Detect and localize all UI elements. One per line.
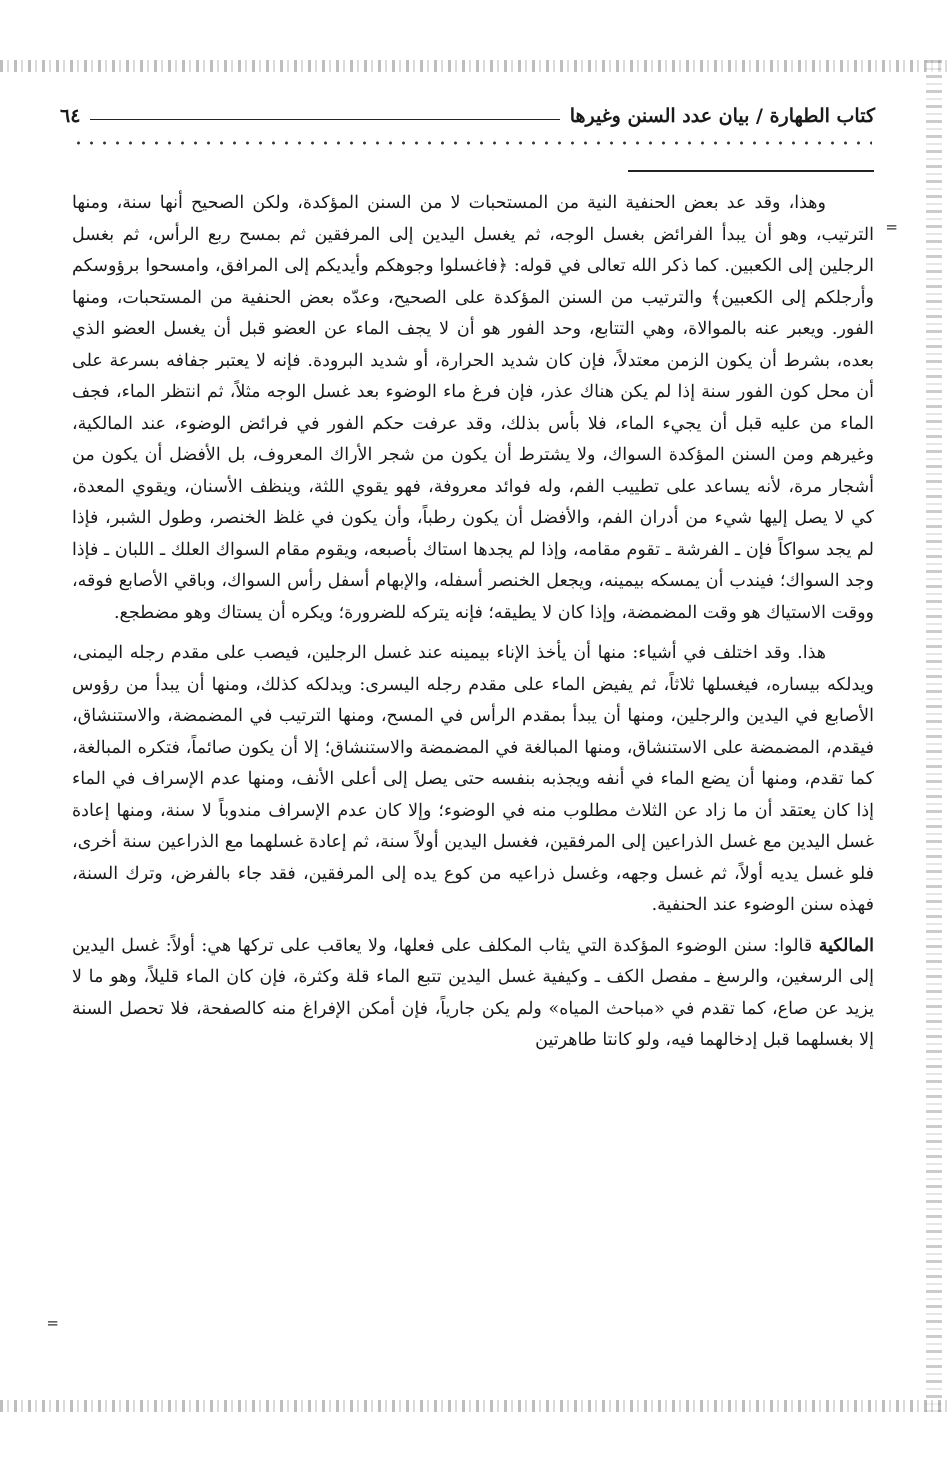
dotted-separator xyxy=(72,138,872,148)
running-header xyxy=(60,96,875,136)
paragraph-text: قالوا: سنن الوضوء المؤكدة التي يثاب المكلف على فعلها، ولا يعاقب على تركها هي: أولاً: غسل اليدين إلى الرسغين، والرسغ ـ مفصل الكف ـ وكيفية غسل اليدين تتبع الماء قلة وكثرة، فإن كان الماء قليلاً، وهو ما لا يزيد عن صاع، كما تقدم في «مباحث المياه» ولم يكن جارياً، فإن أمكن الإفراغ منه كالصفحة، فلا تحصل السنة إلا بغسلهما قبل إدخالهما فيه، ولو كانتا طاهرتين xyxy=(72,935,874,1050)
paragraph-hanafi-sunnahs xyxy=(72,188,874,629)
top-ornamental-border xyxy=(0,60,950,72)
continuation-mark-top: = xyxy=(885,218,898,236)
continuation-mark-bottom: = xyxy=(46,1314,59,1332)
header-title: كتاب الطهارة / بيان عدد السنن وغيرها xyxy=(569,105,875,127)
header-rule xyxy=(90,119,559,120)
paragraph-maliki-sunnahs xyxy=(72,931,874,1057)
right-ornamental-border xyxy=(926,60,942,1412)
paragraph-text: وهذا، وقد عد بعض الحنفية النية من المستحبات لا من السنن المؤكدة، ولكن الصحيح أنها سنة، ومنها الترتيب، وهو أن يبدأ الفرائض بغسل الوجه، ثم يغسل اليدين إلى المرفقين ثم بمسح ربع الرأس، ثم بغسل الرجلين إلى الكعبين. كما ذكر الله تعالى في قوله: ﴿فاغسلوا وجوهكم وأيديكم إلى المرافق، وامسحوا برؤوسكم وأرجلكم إلى الكعبين﴾ والترتيب من السنن المؤكدة على الصحيح، وعدّه بعض الحنفية من المستحبات، ومنها الفور. ويعبر عنه بالموالاة، وهي التتابع، وحد الفور هو أن لا يجف الماء عن العضو قبل أن يغسل العضو الذي بعده، بشرط أن يكون الزمن معتدلاً، فإن كان شديد الحرارة، أو شديد البرودة. فإنه لا يعتبر جفافه بسرعة على أن محل كون الفور سنة إذا لم يكن هناك عذر، فإن فرغ ماء الوضوء بعد غسل الوجه مثلاً، ثم انتظر الماء، فجف الماء من عليه قبل أن يجيء الماء، فلا بأس بذلك، وقد عرفت حكم الفور في فرائض الوضوء، عند المالكية، وغيرهم ومن السنن المؤكدة السواك، ولا يشترط أن يكون من شجر الأراك المعروف، بل الأفضل أن يكون من أشجار مرة، لأنه يساعد على تطييب الفم، وله فوائد معروفة، فهو يقوي اللثة، وينظف الأسنان، ويقوي المعدة، كي لا يصل إليها شيء من أدران الفم، والأفضل أن يكون رطباً، وأن يكون في غلظ الخنصر، وطول الشبر، فإذا لم يجد سواكاً فإن ـ الفرشة ـ تقوم مقامه، وإذا لم يجدها استاك بأصبعه، ويقوم مقام السواك العلك ـ اللبان ـ فإذا وجد السواك؛ فيندب أن يمسكه بيمينه، ويجعل الخنصر أسفله، والإبهام أسفل رأس السواك، وباقي الأصابع فوقه، ووقت الاستياك هو وقت المضمضة، وإذا كان لا يطيقه؛ فإنه يتركه للضرورة؛ ويكره أن يستاك وهو مضطجع. xyxy=(72,193,874,623)
school-name-lead: المالكية xyxy=(818,935,874,956)
bottom-ornamental-border xyxy=(0,1400,950,1412)
page-body xyxy=(72,188,874,1066)
footnote-section-rule xyxy=(628,170,874,172)
paragraph-disputed-items xyxy=(72,638,874,922)
paragraph-text: هذا. وقد اختلف في أشياء: منها أن يأخذ الإناء بيمينه عند غسل الرجلين، فيصب على مقدم رجله اليمنى، ويدلكه بيساره، فيغسلها ثلاثاً، ثم يفيض الماء على مقدم رجله اليسرى: ويدلكه كذلك، ومنها أن يبدأ من رؤوس الأصابع في اليدين والرجلين، ومنها أن يبدأ بمقدم الرأس في المسح، ومنها الترتيب في المضمضة، والاستنشاق، فيقدم، المضمضة على الاستنشاق، ومنها المبالغة في المضمضة والاستنشاق؛ إلا أن يكون صائماً، فتكره المبالغة، كما تقدم، ومنها أن يضع الماء في أنفه ويجذبه بنفسه حتى يصل إلى أعلى الأنف، ومنها عدم الإسراف في الماء إذا كان يعتقد أن ما زاد عن الثلاث مطلوب منه في الوضوء؛ وإلا كان عدم الإسراف مندوباً لا سنة، ومنها إعادة غسل اليدين مع غسل الذراعين إلى المرفقين، فغسل اليدين أولاً سنة، ثم إعادة غسلهما مع الذراعين سنة أخرى، فلو غسل يديه أولاً، ثم غسل وجهه، وغسل ذراعيه من كوع يده إلى المرفقين، فقد جاء بالفرض، وترك السنة، فهذه سنن الوضوء عند الحنفية. xyxy=(72,643,874,915)
page-number: ٦٤ xyxy=(60,105,81,127)
